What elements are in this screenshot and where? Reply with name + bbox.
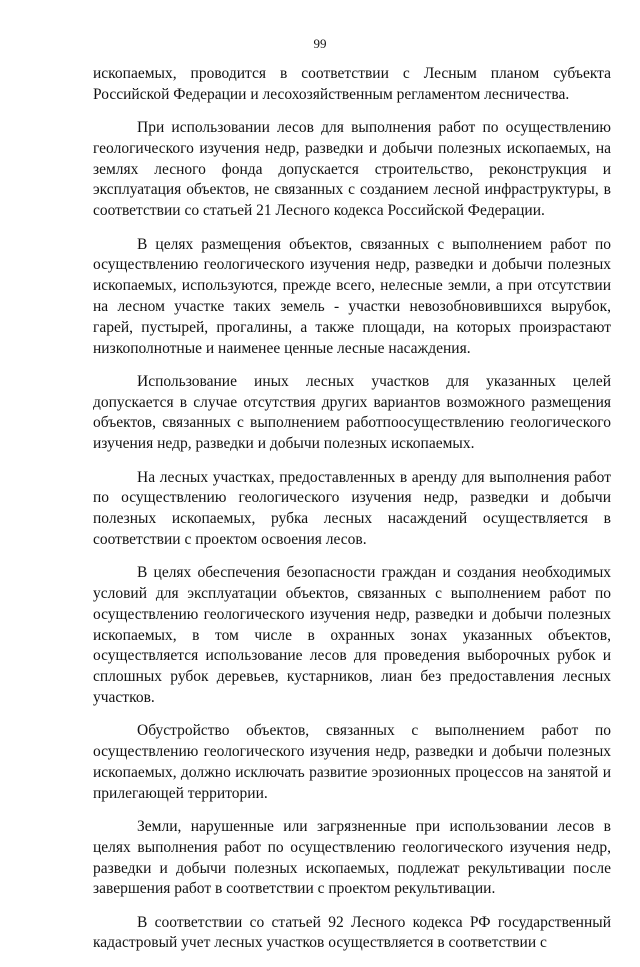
paragraph-erosion: Обустройство объектов, связанных с выполнением работ по осуществлению геологического изучения недр, разведки и добычи полезных ископаемых, должно исключать развитие эрозионных процессов на занятой и прилегающей территории. (93, 722, 611, 802)
page-number: 99 (313, 36, 327, 51)
paragraph-construction-permitted: При использовании лесов для выполнения работ по осуществлению геологического изучения недр, разведки и добычи полезных ископаемых, на землях лесного фонда допускается строительство, реконструкция и эксплуатация объектов, не связанных с созданием лесной инфраструктуры, в соответствии со статьей 21 Лесного кодекса Российской Федерации. (93, 119, 611, 220)
paragraph-leased-plots: На лесных участках, предоставленных в аренду для выполнения работ по осуществлению геологического изучения недр, разведки и добычи полезных ископаемых, рубка лесных насаждений осуществляется в соответствии с проектом освоения лесов. (93, 468, 611, 548)
paragraph-continuation: ископаемых, проводится в соответствии с Лесным планом субъекта Российской Федерации и лесохозяйственным регламентом лесничества. (93, 65, 611, 103)
paragraph-safety-cutting: В целях обеспечения безопасности граждан и создания необходимых условий для эксплуатации объектов, связанных с выполнением работ по осуществлению геологического изучения недр, разведки и добычи полезных ископаемых, в том числе в охранных зонах указанных объектов, осуществляется использование лесов для проведения выборочных рубок и сплошных рубок деревьев, кустарников, лиан без предоставления лесных участков. (93, 564, 611, 707)
paragraph-other-plots: Использование иных лесных участков для указанных целей допускается в случае отсутствия других вариантов возможного размещения объектов, связанных с выполнением работпоосуществлению геологического изучения недр, разведки и добычи полезных ископаемых. (93, 372, 611, 453)
paragraph-cadastral-record: В соответствии со статьей 92 Лесного кодекса РФ государственный кадастровый учет лесных участков осуществляется в соответствии с (93, 913, 611, 952)
paragraph-reclamation: Земли, нарушенные или загрязненные при использовании лесов в целях выполнения работ по осуществлению геологического изучения недр, разведки и добычи полезных ископаемых, подлежат рекультивации после завершения работ в соответствии с проектом рекультивации. (93, 818, 611, 898)
document-body (93, 64, 611, 967)
paragraph-object-placement: В целях размещения объектов, связанных с выполнением работ по осуществлению геологического изучения недр, разведки и добычи полезных ископаемых, используются, прежде всего, нелесные земли, а при отсутствии на лесном участке таких земель - участки невозобновившихся вырубок, гарей, пустырей, прогалины, а также площади, на которых произрастают низкополнотные и наименее ценные лесные насаждения. (93, 235, 611, 357)
